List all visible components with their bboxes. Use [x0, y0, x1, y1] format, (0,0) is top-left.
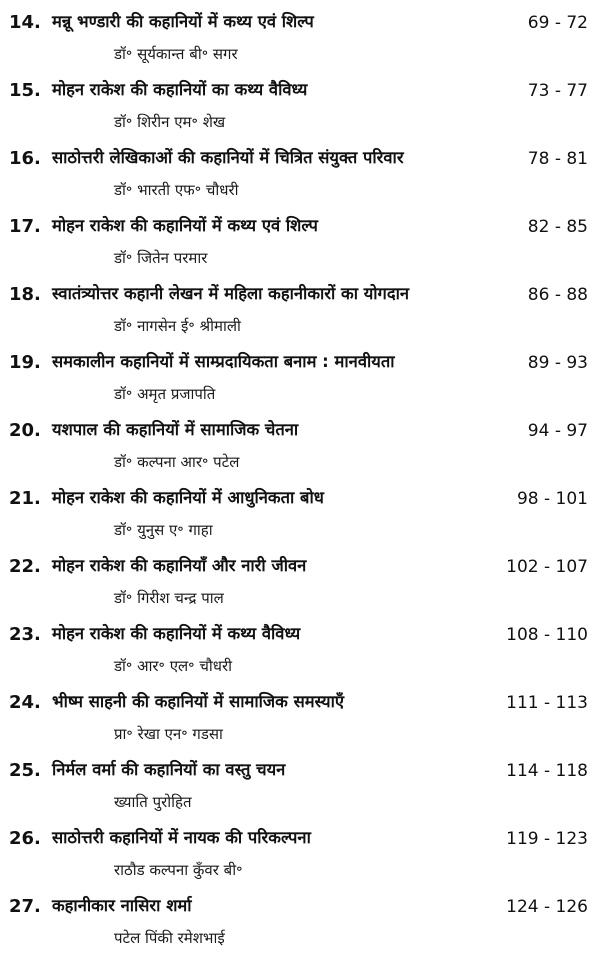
entry-number: 14. — [9, 12, 41, 33]
toc-entry — [0, 748, 600, 816]
entry-author: डॉ॰ सूर्यकान्त बी॰ सगर — [114, 45, 238, 63]
entry-pages: 111 - 113 — [506, 693, 588, 713]
entry-pages: 86 - 88 — [527, 285, 588, 305]
entry-number: 27. — [9, 896, 41, 917]
entry-author: पटेल पिंकी रमेशभाई — [114, 929, 225, 947]
entry-title: साठोत्तरी लेखिकाओं की कहानियों में चित्रित संयुक्त परिवार — [52, 148, 404, 167]
entry-number: 23. — [9, 624, 41, 645]
toc-entry — [0, 0, 600, 68]
entry-title: मोहन राकेश की कहानियों में कथ्य वैविध्य — [52, 624, 301, 643]
toc-entry — [0, 68, 600, 136]
toc-entry — [0, 816, 600, 884]
entry-title: मन्नू भण्डारी की कहानियों में कथ्य एवं शिल्प — [52, 12, 314, 31]
entry-title: कहानीकार नासिरा शर्मा — [52, 896, 192, 915]
entry-pages: 124 - 126 — [506, 897, 588, 917]
entry-pages: 98 - 101 — [516, 489, 588, 509]
toc-entry — [0, 884, 600, 952]
entry-author: डॉ॰ जितेन परमार — [114, 249, 208, 267]
entry-author: राठौड कल्पना कुँवर बी॰ — [114, 861, 243, 879]
entry-author: डॉ॰ गिरीश चन्द्र पाल — [114, 589, 224, 607]
entry-title: निर्मल वर्मा की कहानियों का वस्तु चयन — [52, 760, 286, 779]
entry-number: 18. — [9, 284, 41, 305]
entry-pages: 114 - 118 — [506, 761, 588, 781]
entry-number: 20. — [9, 420, 41, 441]
entry-pages: 73 - 77 — [527, 81, 588, 101]
entry-title: मोहन राकेश की कहानियों में आधुनिकता बोध — [52, 488, 324, 507]
entry-number: 19. — [9, 352, 41, 373]
entry-author: डॉ॰ कल्पना आर॰ पटेल — [114, 453, 240, 471]
entry-author: ख्याति पुरोहित — [114, 793, 192, 811]
toc-entry — [0, 612, 600, 680]
entry-pages: 78 - 81 — [527, 149, 588, 169]
entry-author: डॉ॰ भारती एफ॰ चौधरी — [114, 181, 239, 199]
entry-title: समकालीन कहानियों में साम्प्रदायिकता बनाम : मानवीयता — [52, 352, 395, 371]
entry-title: मोहन राकेश की कहानियों का कथ्य वैविध्य — [52, 80, 308, 99]
toc-entry — [0, 544, 600, 612]
entry-number: 15. — [9, 80, 41, 101]
entry-number: 24. — [9, 692, 41, 713]
entry-number: 26. — [9, 828, 41, 849]
toc-entry — [0, 408, 600, 476]
entry-title: साठोत्तरी कहानियों में नायक की परिकल्पना — [52, 828, 311, 847]
entry-author: डॉ॰ आर॰ एल॰ चौधरी — [114, 657, 232, 675]
entry-author: डॉ॰ नागसेन ई॰ श्रीमाली — [114, 317, 241, 335]
entry-title: भीष्म साहनी की कहानियों में सामाजिक समस्याएँ — [52, 692, 344, 711]
entry-pages: 119 - 123 — [506, 829, 588, 849]
entry-pages: 94 - 97 — [527, 421, 588, 441]
entry-author: डॉ॰ युनुस ए॰ गाहा — [114, 521, 213, 539]
entry-title: मोहन राकेश की कहानियों में कथ्य एवं शिल्प — [52, 216, 318, 235]
toc-entry — [0, 680, 600, 748]
entry-number: 25. — [9, 760, 41, 781]
toc-entry — [0, 136, 600, 204]
entry-pages: 69 - 72 — [527, 13, 588, 33]
toc-entry — [0, 204, 600, 272]
entry-author: प्रा॰ रेखा एन॰ गडसा — [114, 725, 223, 743]
entry-title: स्वातंत्र्योत्तर कहानी लेखन में महिला कहानीकारों का योगदान — [52, 284, 410, 303]
entry-author: डॉ॰ शिरीन एम॰ शेख — [114, 113, 226, 131]
entry-title: यशपाल की कहानियों में सामाजिक चेतना — [52, 420, 299, 439]
entry-number: 22. — [9, 556, 41, 577]
toc-entry — [0, 340, 600, 408]
entry-author: डॉ॰ अमृत प्रजापति — [114, 385, 216, 403]
toc-entry — [0, 272, 600, 340]
entry-pages: 82 - 85 — [527, 217, 588, 237]
entry-pages: 108 - 110 — [506, 625, 588, 645]
entry-pages: 102 - 107 — [506, 557, 588, 577]
toc-entry — [0, 476, 600, 544]
entry-title: मोहन राकेश की कहानियाँ और नारी जीवन — [52, 556, 307, 575]
entry-number: 17. — [9, 216, 41, 237]
entry-number: 21. — [9, 488, 41, 509]
entry-number: 16. — [9, 148, 41, 169]
entry-pages: 89 - 93 — [527, 353, 588, 373]
